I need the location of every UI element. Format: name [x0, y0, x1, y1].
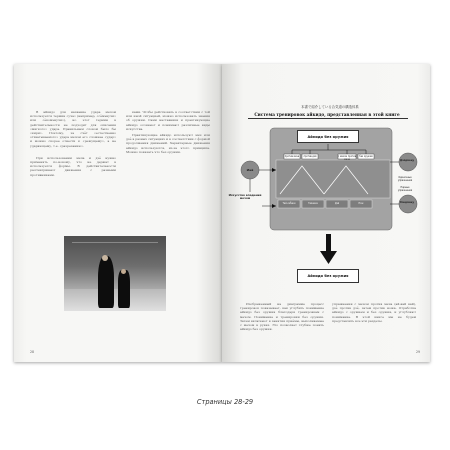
bottom-label: Нож: [358, 202, 364, 205]
aikido-photo: [64, 236, 166, 311]
paragraph: ками. Чтобы действовать в соответствии с той или иной ситуацией, можно использовать знания об оружии. Сами наставники и практикующие айкидо осознают и понимают различные виды искусства.: [126, 110, 210, 131]
diagram-title: Система тренировок айкидо, представленная в этой книге: [254, 112, 400, 117]
caption: Страницы 28-29: [196, 398, 254, 406]
paragraph: Практикующие айкидо используют меч или дзё в разных ситуациях и в соответствии с формой продолжения движений. Характерные движения айкидо используются, из-за этого принципа. Можно показать что без оружия.: [126, 133, 210, 154]
inner-label: с мечом против меча: [338, 155, 357, 161]
person-figure: [118, 270, 130, 308]
left-page: [14, 64, 222, 362]
right-text-right: [332, 302, 416, 325]
side-label: Парные упражнения: [397, 186, 413, 192]
open-book: [8, 58, 442, 368]
top-box: Айкидо без оружия: [297, 130, 359, 143]
bottom-label: Техника: [308, 202, 318, 205]
bottom-label: Дзё: [334, 202, 340, 205]
left-circle-label: Иай: [246, 168, 254, 172]
bottom-label: Тай-сабаки: [282, 202, 296, 205]
side-label: Одиночные упражнения: [397, 176, 413, 182]
left-label: Искусство владения мечом: [228, 193, 262, 201]
right-circle-label-1: Дзёдзюцу: [399, 159, 415, 162]
paragraph: При использовании меча и дзё нужно применять по-новому, что не держат в используется формы. В действительности рассматривают движения с разными противниками.: [30, 155, 116, 177]
left-column-1: [30, 110, 116, 179]
page-number: 28: [30, 350, 35, 354]
right-page: [222, 64, 430, 362]
inner-label: против меча: [284, 155, 300, 158]
left-column-2: [126, 110, 210, 156]
right-circle-label-2: Кэндзюцу: [400, 201, 414, 204]
page-number: 29: [415, 350, 420, 354]
inner-label: против дзё: [303, 155, 317, 158]
right-text-left: [240, 302, 324, 333]
paragraph: В айкидо для название удара мечом используется термин «уча» (например, «сёмэнучи» или «ёкомэнучи»), но этот термин в действительности не подходит для описания «мягкого» удара. Правильным словом было бы «кири». Поэтому, за счёт «естественно отхватываемого» удара мечом его сложнее «удар» и можно скорее отнести к «режущему», а не ударяющему, т.е. «разрезанию».: [30, 110, 116, 148]
inner-label: без оружия: [359, 155, 373, 158]
page-header: 本書で紹介している合気道の構造体系: [301, 105, 359, 109]
paragraph: Изображенный на диаграмме процесс тренировок показывает, как углубить понимание айкидо без оружия благодаря тренировкам с мечом. Понимание и тренировки без оружия. Затем включают в занятия приёмы, выполняемые с мечом в руках. Это позволяет глубже понять айкидо без оружия.: [240, 302, 324, 332]
paragraph: упражнения с мечом против меча (ай-вай вай), дзё против дзё, затем против ножа. Отработка айкидо с оружием и без оружия, и углубляют понимание. В этой книге мы не будем представлять все эти разделы.: [332, 302, 416, 323]
bottom-box: Айкидо без оружия: [297, 269, 359, 283]
person-figure: [98, 256, 114, 308]
